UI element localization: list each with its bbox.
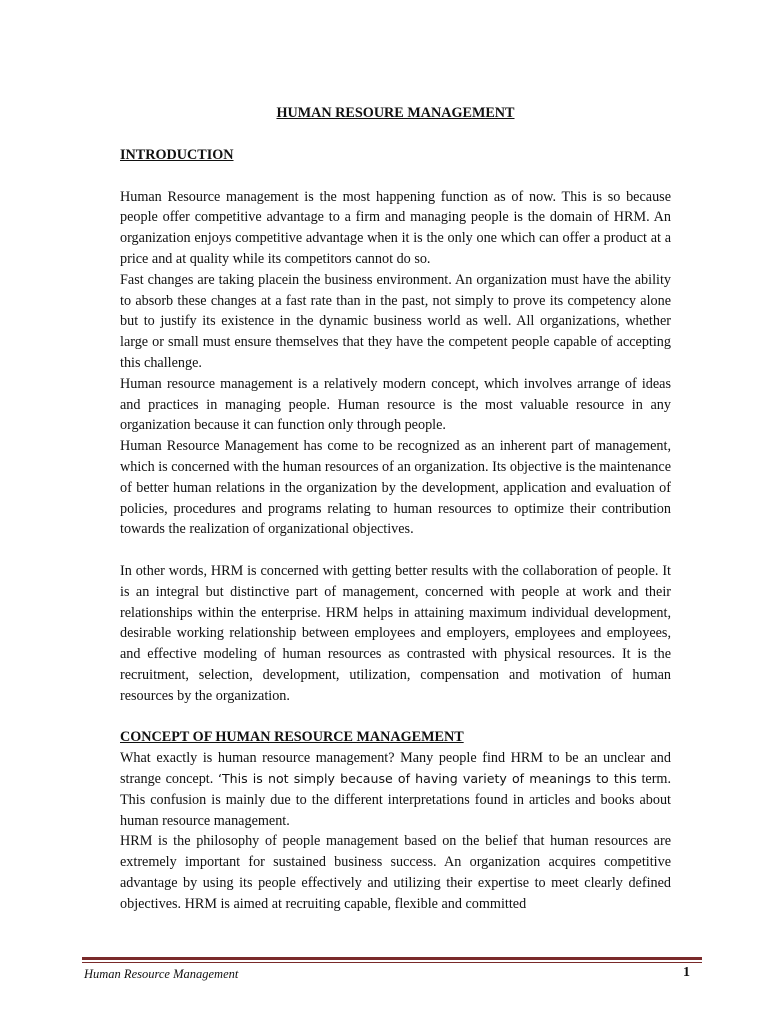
intro-paragraph-5: In other words, HRM is concerned with getting better results with the collaboration of people. It is an integral but distinctive part of management, concerned with people at work and their relationships within the enterprise. HRM helps in attaining maximum individual development, desirable working relationship between employees and employers, employees and employees, and effective modeling of human resources as contrasted with physical resources. It is the recruitment, selection, development, utilization, compensation and motivation of human resources by the organization.: [120, 562, 671, 704]
concept-paragraph-2: HRM is the philosophy of people management based on the belief that human resources are extremely important for sustained business success. An organization acquires competitive advantage by using its people effectively and utilizing their expertise to meet clearly defined objectives. HRM is aimed at recruiting capable, flexible and committed: [120, 833, 671, 912]
page-content: [120, 103, 671, 914]
intro-paragraph-1: Human Resource management is the most happening function as of now. This is so because people offer competitive advantage to a firm and managing people is the domain of HRM. An organization enjoys competitive advantage when it is the only one which can offer a product at a price and at quality while its competitors cannot do so.: [120, 188, 671, 267]
footer-divider-thin: [82, 962, 702, 963]
concept-paragraph-1-part-3: term. This confusion is mainly due to the different interpretations found in articles and books about human resource management.: [120, 770, 672, 829]
document-title: HUMAN RESOURE MANAGEMENT: [276, 105, 515, 121]
concept-paragraph-1-part-1: What exactly is human resource management? Many people find HRM to be an unclear and strange concept.: [120, 750, 671, 787]
page-number: 1: [683, 965, 690, 980]
footer-document-label: Human Resource Management: [84, 967, 239, 981]
intro-paragraph-4: Human Resource Management has come to be recognized as an inherent part of management, which is concerned with the human resources of an organization. Its objective is the maintenance of better human relations in the organization by the development, application and evaluation of policies, procedures and programs relating to human resources to optimize their contribution towards the realization of organizational objectives.: [120, 438, 671, 538]
paragraph-gap: [120, 540, 671, 561]
heading-concept-of-hrm: CONCEPT OF HUMAN RESOURCE MANAGEMENT: [120, 729, 464, 746]
heading-introduction: INTRODUCTION: [120, 146, 234, 163]
intro-paragraph-3: Human resource management is a relatively modern concept, which involves arrange of ideas and practices in managing people. Human resource is the most valuable resource in any organization because it can function only through people.: [120, 375, 671, 434]
footer-divider-thick: [82, 957, 702, 960]
intro-paragraph-2: Fast changes are taking placein the business environment. An organization must have the ability to absorb these changes at a fast rate than in the past, not simply to prove its competency alone but to justify its existence in the dynamic business world as well. All organizations, whether large or small must ensure themselves that they have the competent people capable of accepting this challenge.: [120, 271, 671, 371]
concept-paragraph-1: [120, 748, 671, 831]
section-gap: [120, 707, 671, 728]
concept-paragraph-1-part-2: ‘This is not simply because of having variety of meanings to this: [217, 770, 637, 786]
